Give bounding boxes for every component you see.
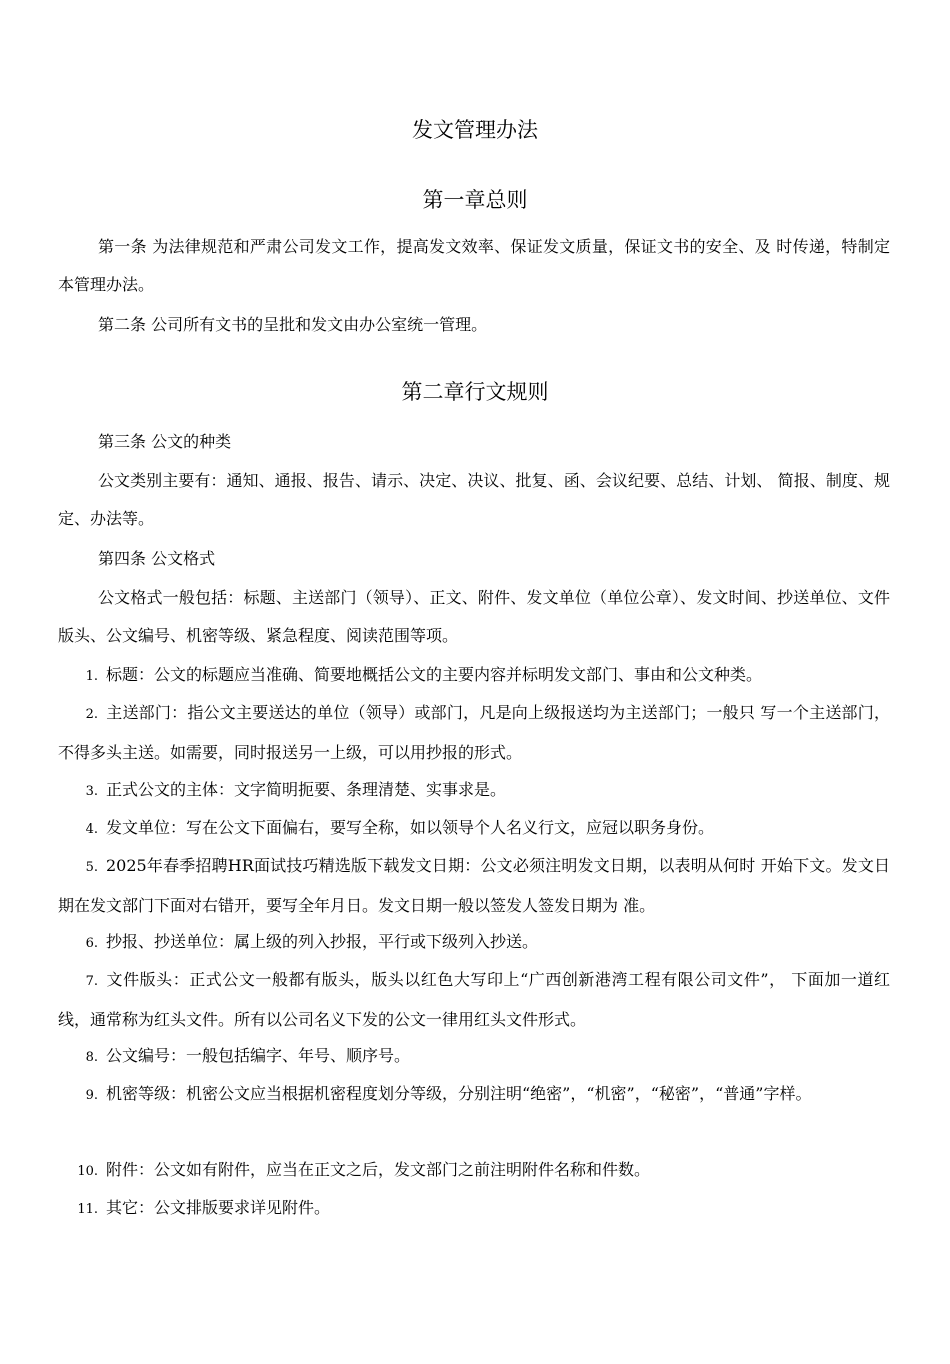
list-item	[58, 1189, 890, 1229]
list-item-number: 5.	[85, 860, 98, 875]
article-2: 第二条 公司所有文书的呈批和发文由办公室统一管理。	[98, 315, 488, 334]
article-3-body: 公文类别主要有：通知、通报、报告、请示、决定、决议、批复、函、会议纪要、总结、计划、 简报、制度、规定、办法等。	[58, 471, 890, 528]
list-item	[58, 809, 890, 849]
list-item-number: 1.	[85, 669, 98, 684]
list-item	[58, 961, 890, 1038]
list-item-text: 文件版头：正式公文一般都有版头，版头以红色大写印上“广西创新港湾工程有限公司文件”， 下面加一道红线，通常称为红头文件。所有以公司名义下发的公文一律用红头文件形式。	[58, 970, 890, 1029]
article-1: 第一条 为法律规范和严肃公司发文工作，提高发文效率、保证发文质量，保证文书的安全、及 时传递，特制定本管理办法。	[58, 237, 890, 294]
list-item-text: 发文单位：写在公文下面偏右，要写全称，如以领导个人名义行文，应冠以职务身份。	[106, 818, 715, 837]
list-item	[58, 847, 890, 924]
list-item-text: 附件：公文如有附件，应当在正文之后，发文部门之前注明附件名称和件数。	[106, 1160, 651, 1179]
list-item	[58, 1151, 890, 1191]
list-item-text: 标题：公文的标题应当准确、简要地概括公文的主要内容并标明发文部门、事由和公文种类。	[106, 665, 763, 684]
list-item	[58, 771, 890, 811]
list-item	[58, 656, 890, 696]
list-item-text: 其它：公文排版要求详见附件。	[106, 1198, 331, 1217]
list-item-number: 6.	[85, 936, 98, 951]
list-item-number: 4.	[85, 822, 98, 837]
article-3: 第三条 公文的种类	[98, 432, 232, 451]
list-item	[58, 694, 890, 771]
list-item-number: 8.	[85, 1050, 98, 1065]
list-item-text: 机密等级：机密公文应当根据机密程度划分等级，分别注明“绝密”，“机密”，“秘密”，“普通”字样。	[106, 1084, 812, 1103]
article-4: 第四条 公文格式	[98, 549, 216, 568]
list-item-number: 2.	[85, 707, 98, 722]
list-item-number: 9.	[85, 1088, 98, 1103]
document-title: 发文管理办法	[412, 118, 538, 142]
list-item-number: 7.	[85, 974, 98, 989]
list-item	[58, 923, 890, 963]
chapter-1-heading: 第一章总则	[422, 188, 528, 212]
list-item-text: 正式公文的主体：文字简明扼要、条理清楚、实事求是。	[106, 780, 507, 799]
list-item-text: 2025年春季招聘HR面试技巧精选版下载发文日期：公文必须注明发文日期，以表明从何时 开始下文。发文日期在发文部门下面对右错开，要写全年月日。发文日期一般以签发人签发日期为 准。	[58, 856, 890, 915]
list-item-text: 公文编号：一般包括编字、年号、顺序号。	[106, 1046, 411, 1065]
list-item-number: 11.	[77, 1202, 98, 1217]
list-item	[58, 1037, 890, 1077]
list-item-number: 3.	[85, 784, 98, 799]
chapter-2-heading: 第二章行文规则	[401, 380, 549, 404]
article-4-body: 公文格式一般包括：标题、主送部门（领导）、正文、附件、发文单位（单位公章）、发文时间、抄送单位、文件版头、公文编号、机密等级、紧急程度、阅读范围等项。	[58, 588, 890, 645]
list-item-text: 抄报、抄送单位：属上级的列入抄报，平行或下级列入抄送。	[106, 932, 539, 951]
list-item-text: 主送部门：指公文主要送达的单位（领导）或部门，凡是向上级报送均为主送部门；一般只 写一个主送部门，不得多头主送。如需要，同时报送另一上级，可以用抄报的形式。	[58, 703, 890, 762]
list-item-number: 10.	[77, 1164, 98, 1179]
list-item	[58, 1075, 890, 1115]
